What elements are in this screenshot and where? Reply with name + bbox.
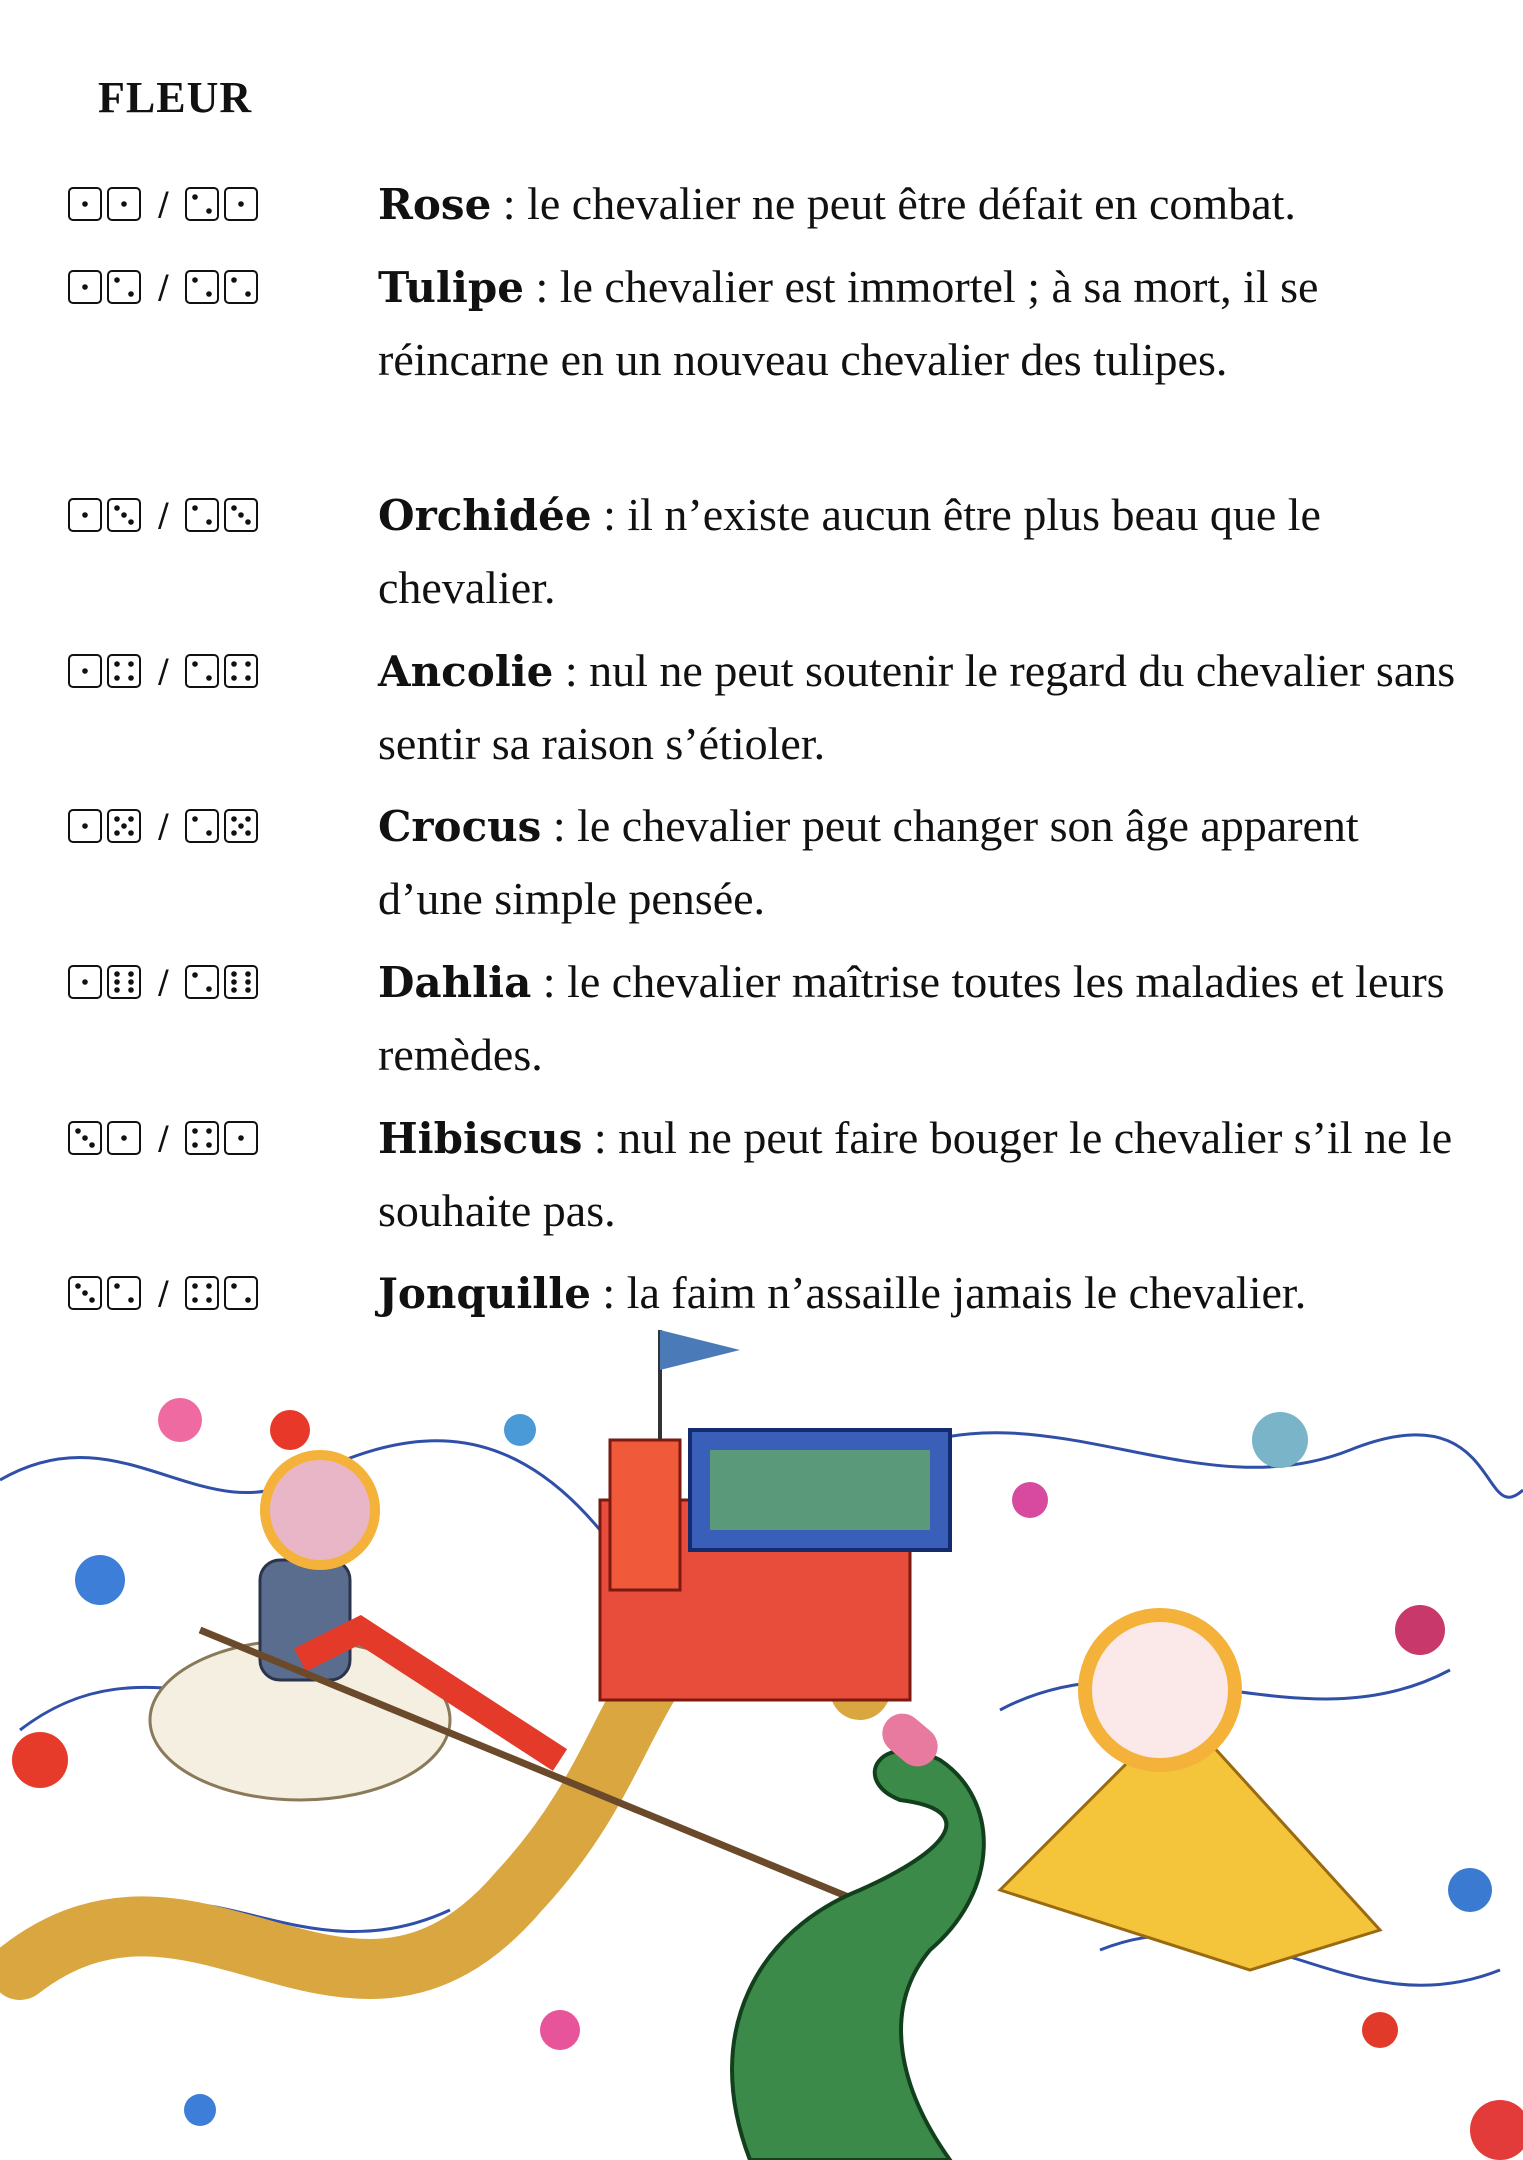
die-icon [107, 965, 141, 999]
flower-description [378, 251, 1468, 396]
separator-slash: / [158, 185, 169, 223]
die-icon [224, 270, 258, 304]
dice-combination [68, 1102, 378, 1174]
flower-description [378, 790, 1468, 935]
flower-description [378, 635, 1468, 780]
flower-effect: : le chevalier est immortel ; à sa mort, il se réincarne en un nouveau chevalier des tulipes. [378, 261, 1319, 385]
dice-combination [68, 635, 378, 707]
die-icon [68, 809, 102, 843]
separator-slash: / [158, 1274, 169, 1312]
die-icon [185, 654, 219, 688]
die-icon [68, 270, 102, 304]
separator-slash: / [158, 963, 169, 1001]
die-icon [224, 809, 258, 843]
separator-slash: / [158, 1119, 169, 1157]
die-icon [185, 270, 219, 304]
castle [600, 1330, 950, 1700]
flower-effect: : la faim n’assaille jamais le chevalier. [590, 1267, 1307, 1318]
flower-row [68, 635, 1468, 780]
flower-effect: : le chevalier peut changer son âge apparent d’une simple pensée. [378, 800, 1359, 924]
flower-name: Crocus [378, 802, 542, 851]
flower-name: Orchidée [378, 491, 592, 540]
flower-effect: : nul ne peut soutenir le regard du chevalier sans sentir sa raison s’étioler. [378, 645, 1456, 769]
die-icon [107, 498, 141, 532]
flower-name: Jonquille [378, 1269, 591, 1318]
flower-row [68, 1257, 1468, 1330]
die-icon [107, 1121, 141, 1155]
die-icon [224, 1276, 258, 1310]
flower-description [378, 168, 1468, 241]
die-icon [68, 187, 102, 221]
flower-description [378, 1102, 1468, 1247]
die-icon [185, 498, 219, 532]
flower-effect: : nul ne peut faire bouger le chevalier s’il ne le souhaite pas. [378, 1112, 1453, 1236]
die-icon [107, 187, 141, 221]
die-icon [107, 1276, 141, 1310]
die-icon [68, 498, 102, 532]
die-icon [107, 809, 141, 843]
die-icon [68, 1276, 102, 1310]
die-icon [68, 965, 102, 999]
die-icon [107, 270, 141, 304]
flower-name: Rose [378, 180, 492, 229]
die-icon [185, 809, 219, 843]
die-icon [185, 187, 219, 221]
dice-combination [68, 168, 378, 240]
die-icon [185, 1276, 219, 1310]
die-icon [224, 654, 258, 688]
flower-name: Dahlia [378, 958, 532, 1007]
flower-effect: : le chevalier ne peut être défait en combat. [491, 178, 1296, 229]
die-icon [107, 654, 141, 688]
die-icon [185, 1121, 219, 1155]
flower-effect: : il n’existe aucun être plus beau que le chevalier. [378, 489, 1321, 613]
flower-row [68, 1102, 1468, 1247]
die-icon [224, 498, 258, 532]
flower-description [378, 946, 1468, 1091]
flower-row [68, 251, 1468, 396]
page-title: FLEUR [98, 73, 253, 122]
die-icon [185, 965, 219, 999]
die-icon [224, 1121, 258, 1155]
flower-row [68, 168, 1468, 241]
dice-combination [68, 479, 378, 551]
flower-effect: : le chevalier maîtrise toutes les maladies et leurs remèdes. [378, 956, 1445, 1080]
flower-name: Hibiscus [378, 1114, 583, 1163]
flower-description [378, 1257, 1468, 1330]
flower-row [68, 790, 1468, 935]
die-icon [224, 965, 258, 999]
flower-row [68, 479, 1468, 624]
dice-combination [68, 946, 378, 1018]
separator-slash: / [158, 496, 169, 534]
dice-combination [68, 251, 378, 323]
separator-slash: / [158, 807, 169, 845]
die-icon [68, 654, 102, 688]
dice-combination [68, 790, 378, 862]
flower-name: Ancolie [378, 647, 554, 696]
flower-description [378, 479, 1468, 624]
flower-name: Tulipe [378, 263, 524, 312]
illustration [0, 1330, 1523, 2160]
flower-row [68, 946, 1468, 1091]
separator-slash: / [158, 652, 169, 690]
die-icon [224, 187, 258, 221]
separator-slash: / [158, 268, 169, 306]
die-icon [68, 1121, 102, 1155]
dice-combination [68, 1257, 378, 1329]
